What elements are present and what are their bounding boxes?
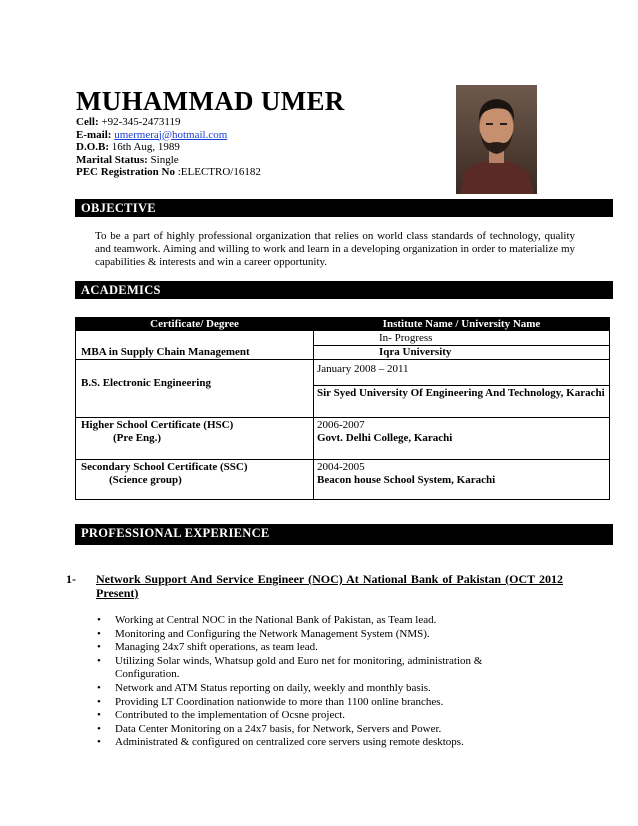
header-institute: Institute Name / University Name <box>382 318 541 330</box>
list-item: • Monitoring and Configuring the Network Management System (NMS). <box>95 628 525 642</box>
objective-heading: OBJECTIVE <box>75 199 613 217</box>
institute-iqra: Iqra University <box>379 346 452 358</box>
date-hsc: 2006-2007 <box>317 419 365 431</box>
pec-label: PEC Registration No <box>76 166 175 178</box>
pec-value: :ELECTRO/16182 <box>175 166 261 178</box>
experience-heading: PROFESSIONAL EXPERIENCE <box>75 524 613 545</box>
list-item: • Working at Central NOC in the National Bank of Pakistan, as Team lead. <box>95 614 525 628</box>
objective-text: To be a part of highly professional organization that relies on world class standards of technology, quality and teamwork. Aiming and willing to work and learn in a developing organization in order to materialize my capabilities & interests and win a career opportunity. <box>95 230 575 268</box>
dob-value: 16th Aug, 1989 <box>109 141 180 153</box>
row-divider <box>313 345 609 346</box>
table-col-divider <box>313 331 314 499</box>
candidate-name: MUHAMMAD UMER <box>76 86 345 116</box>
marital-value: Single <box>147 153 179 166</box>
degree-ssc: Secondary School Certificate (SSC) <box>81 461 248 473</box>
institute-ssuet: Sir Syed University Of Engineering And Technology, Karachi <box>317 387 605 399</box>
institute-beaconhouse: Beacon house School System, Karachi <box>317 474 496 486</box>
header-degree: Certificate/ Degree <box>150 318 239 330</box>
list-item: • Managing 24x7 shift operations, as team lead. <box>95 641 525 655</box>
degree-hsc: Higher School Certificate (HSC) <box>81 419 234 431</box>
status-in-progress: In- Progress <box>379 332 433 344</box>
academics-heading: ACADEMICS <box>75 281 613 299</box>
experience-bullet-list <box>95 614 525 750</box>
contact-cell <box>76 116 180 129</box>
row-divider <box>76 417 609 418</box>
contact-pec <box>76 166 261 179</box>
marital-label: Marital Status: <box>76 153 148 166</box>
portrait-image <box>456 85 537 194</box>
email-link[interactable]: umermeraj@hotmail.com <box>114 128 228 141</box>
degree-bs: B.S. Electronic Engineering <box>81 377 211 389</box>
row-divider <box>76 459 609 460</box>
date-ssc: 2004-2005 <box>317 461 365 473</box>
contact-marital <box>76 154 179 167</box>
list-item: • Network and ATM Status reporting on daily, weekly and monthly basis. <box>95 682 525 696</box>
contact-email <box>76 129 227 142</box>
experience-number: 1- <box>66 572 76 586</box>
degree-mba: MBA in Supply Chain Management <box>81 346 250 358</box>
list-item: • Providing LT Coordination nationwide to more than 1100 online branches. <box>95 696 525 710</box>
dob-label: D.O.B: <box>76 141 109 153</box>
degree-ssc-sub: (Science group) <box>109 474 182 486</box>
experience-title: Network Support And Service Engineer (NOC) At National Bank of Pakistan (OCT 2012 Present) <box>96 572 563 600</box>
list-item: • Utilizing Solar winds, Whatsup gold and Euro net for monitoring, administration & Configuration. <box>95 655 525 682</box>
contact-dob <box>76 141 180 154</box>
cell-label: Cell: <box>76 116 99 128</box>
list-item: • Administrated & configured on centralized core servers using remote desktops. <box>95 736 525 750</box>
institute-delhi-college: Govt. Delhi College, Karachi <box>317 432 453 444</box>
list-item: • Contributed to the implementation of Ocsne project. <box>95 709 525 723</box>
table-header-row <box>76 318 609 331</box>
email-label: E-mail: <box>76 128 112 141</box>
profile-photo <box>456 85 537 194</box>
date-bs: January 2008 – 2011 <box>317 363 409 375</box>
cell-value: +92-345-2473119 <box>98 116 181 128</box>
row-divider <box>313 385 609 386</box>
academics-table <box>75 317 610 500</box>
degree-hsc-sub: (Pre Eng.) <box>113 432 162 444</box>
row-divider <box>76 359 609 360</box>
list-item: • Data Center Monitoring on a 24x7 basis, for Network, Servers and Power. <box>95 723 525 737</box>
